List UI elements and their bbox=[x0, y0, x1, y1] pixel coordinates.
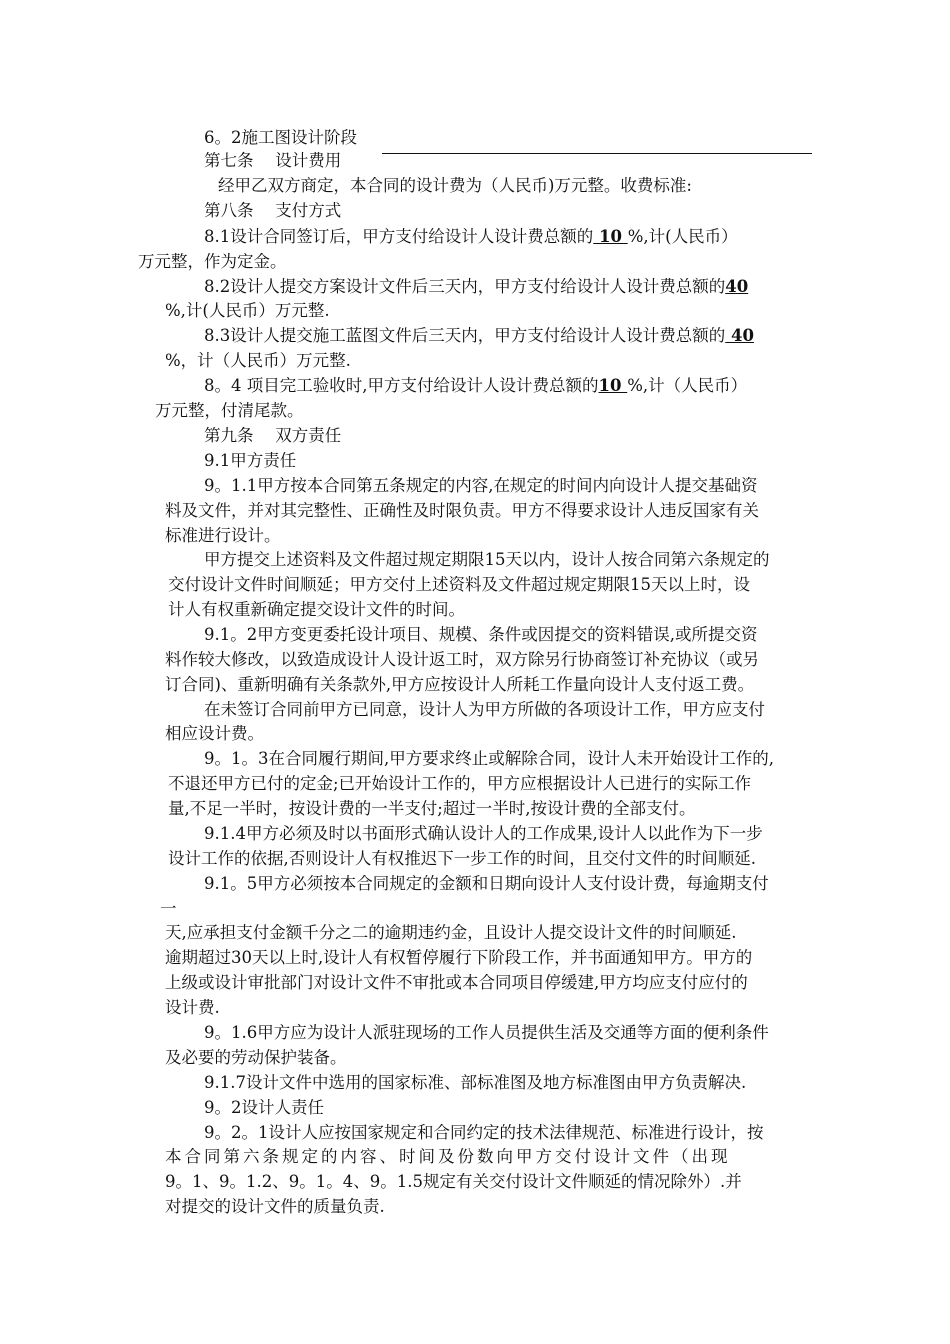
paragraph-line: 甲方提交上述资料及文件超过规定期限15天以内，设计人按合同第六条规定的 bbox=[204, 550, 770, 569]
paragraph-line: 天,应承担支付金额千分之二的逾期违约金，且设计人提交设计文件的时间顺延. bbox=[165, 923, 737, 942]
paragraph-line: 9。1、9。1.2、9。1。4、9。1.5规定有关交付设计文件顺延的情况除外）.并 bbox=[165, 1172, 742, 1191]
article-heading: 第九条 双方责任 bbox=[204, 426, 342, 445]
subsection-heading: 9。2设计人责任 bbox=[204, 1098, 324, 1117]
paragraph-line: 设计费. bbox=[165, 998, 220, 1017]
paragraph-line: 9。2。1设计人应按国家规定和合同约定的技术法律规范、标准进行设计，按 bbox=[204, 1123, 764, 1142]
section-heading: 6。2施工图设计阶段 bbox=[204, 128, 357, 147]
paragraph-line: 量,不足一半时，按设计费的一半支付;超过一半时,按设计费的全部支付。 bbox=[168, 799, 696, 818]
paragraph-line: 本合同第六条规定的内容、时间及份数向甲方交付设计文件（出现 bbox=[165, 1147, 731, 1166]
payment-text: 8.1设计合同签订后，甲方支付给设计人设计费总额的 bbox=[204, 227, 594, 246]
paragraph-line bbox=[204, 374, 747, 398]
paragraph-line: %，计（人民币）万元整. bbox=[165, 351, 351, 370]
paragraph-line: 万元整，付清尾款。 bbox=[155, 401, 304, 420]
subsection-heading: 9.1甲方责任 bbox=[204, 451, 297, 470]
paragraph-line bbox=[204, 324, 754, 348]
paragraph-line: 9。1。3在合同履行期间,甲方要求终止或解除合同，设计人未开始设计工作的, bbox=[204, 749, 774, 768]
paragraph-line: %,计(人民币）万元整. bbox=[165, 301, 330, 320]
paragraph-line: 万元整，作为定金。 bbox=[138, 252, 287, 271]
fill-in-rule bbox=[382, 153, 812, 154]
paragraph-line: 一 bbox=[160, 899, 177, 918]
paragraph-line: 上级或设计审批部门对设计文件不审批或本合同项目停缓建,甲方均应支付应付的 bbox=[165, 973, 748, 992]
paragraph-line: 不退还甲方已付的定金;已开始设计工作的，甲方应根据设计人已进行的实际工作 bbox=[168, 774, 752, 793]
payment-text: %,计(人民币） bbox=[627, 227, 738, 246]
paragraph-line: 订合同)、重新明确有关条款外,甲方应按设计人所耗工作量向设计人支付返工费。 bbox=[165, 675, 755, 694]
payment-text: %,计（人民币） bbox=[627, 376, 748, 395]
payment-text: 8.3设计人提交施工蓝图文件后三天内，甲方支付给设计人设计费总额的 bbox=[204, 326, 726, 345]
paragraph-line: 逾期超过30天以上时,设计人有权暂停履行下阶段工作，并书面通知甲方。甲方的 bbox=[165, 948, 753, 967]
paragraph-line: 相应设计费。 bbox=[165, 724, 264, 743]
paragraph-line: 料及文件，并对其完整性、正确性及时限负责。甲方不得要求设计人违反国家有关 bbox=[165, 501, 759, 520]
paragraph-line: 设计工作的依据,否则设计人有权推迟下一步工作的时间，且交付文件的时间顺延. bbox=[168, 849, 756, 868]
payment-text: 8。4 项目完工验收时,甲方支付给设计人设计费总额的 bbox=[204, 376, 599, 395]
article-heading: 第七条 设计费用 bbox=[204, 151, 342, 170]
article-heading: 第八条 支付方式 bbox=[204, 201, 342, 220]
payment-text: 8.2设计人提交方案设计文件后三天内，甲方支付给设计人设计费总额的 bbox=[204, 277, 726, 296]
paragraph-line: 9.1.4甲方必须及时以书面形式确认设计人的工作成果,设计人以此作为下一步 bbox=[204, 824, 763, 843]
paragraph-line: 计人有权重新确定提交设计文件的时间。 bbox=[168, 600, 465, 619]
paragraph-line: 9。1.1甲方按本合同第五条规定的内容,在规定的时间内向设计人提交基础资 bbox=[204, 476, 758, 495]
paragraph-line: 对提交的设计文件的质量负责. bbox=[165, 1197, 385, 1216]
paragraph-line: 9.1.7设计文件中选用的国家标准、部标准图及地方标准图由甲方负责解决. bbox=[204, 1073, 747, 1092]
paragraph-line: 9.1。2甲方变更委托设计项目、规模、条件或因提交的资料错误,或所提交资 bbox=[204, 625, 758, 644]
payment-percent: 40 bbox=[725, 277, 749, 296]
paragraph-line: 9。1.6甲方应为设计人派驻现场的工作人员提供生活及交通等方面的便利条件 bbox=[204, 1023, 769, 1042]
paragraph-line: 9.1。5甲方必须按本合同规定的金额和日期向设计人支付设计费，每逾期支付 bbox=[204, 874, 769, 893]
payment-percent: 10 bbox=[598, 376, 628, 395]
paragraph-line: 在未签订合同前甲方已同意，设计人为甲方所做的各项设计工作，甲方应支付 bbox=[204, 700, 765, 719]
paragraph-line bbox=[204, 275, 748, 299]
paragraph-line bbox=[204, 225, 738, 249]
paragraph-line: 及必要的劳动保护装备。 bbox=[165, 1048, 347, 1067]
paragraph-line: 标准进行设计。 bbox=[165, 526, 281, 545]
payment-percent: 40 bbox=[725, 326, 754, 345]
paragraph-line: 经甲乙双方商定，本合同的设计费为（人民币)万元整。收费标准: bbox=[218, 176, 692, 195]
payment-percent: 10 bbox=[593, 227, 628, 246]
paragraph-line: 料作较大修改，以致造成设计人设计返工时，双方除另行协商签订补充协议（或另 bbox=[165, 650, 759, 669]
paragraph-line: 交付设计文件时间顺延；甲方交付上述资料及文件超过规定期限15天以上时，设 bbox=[168, 575, 750, 594]
